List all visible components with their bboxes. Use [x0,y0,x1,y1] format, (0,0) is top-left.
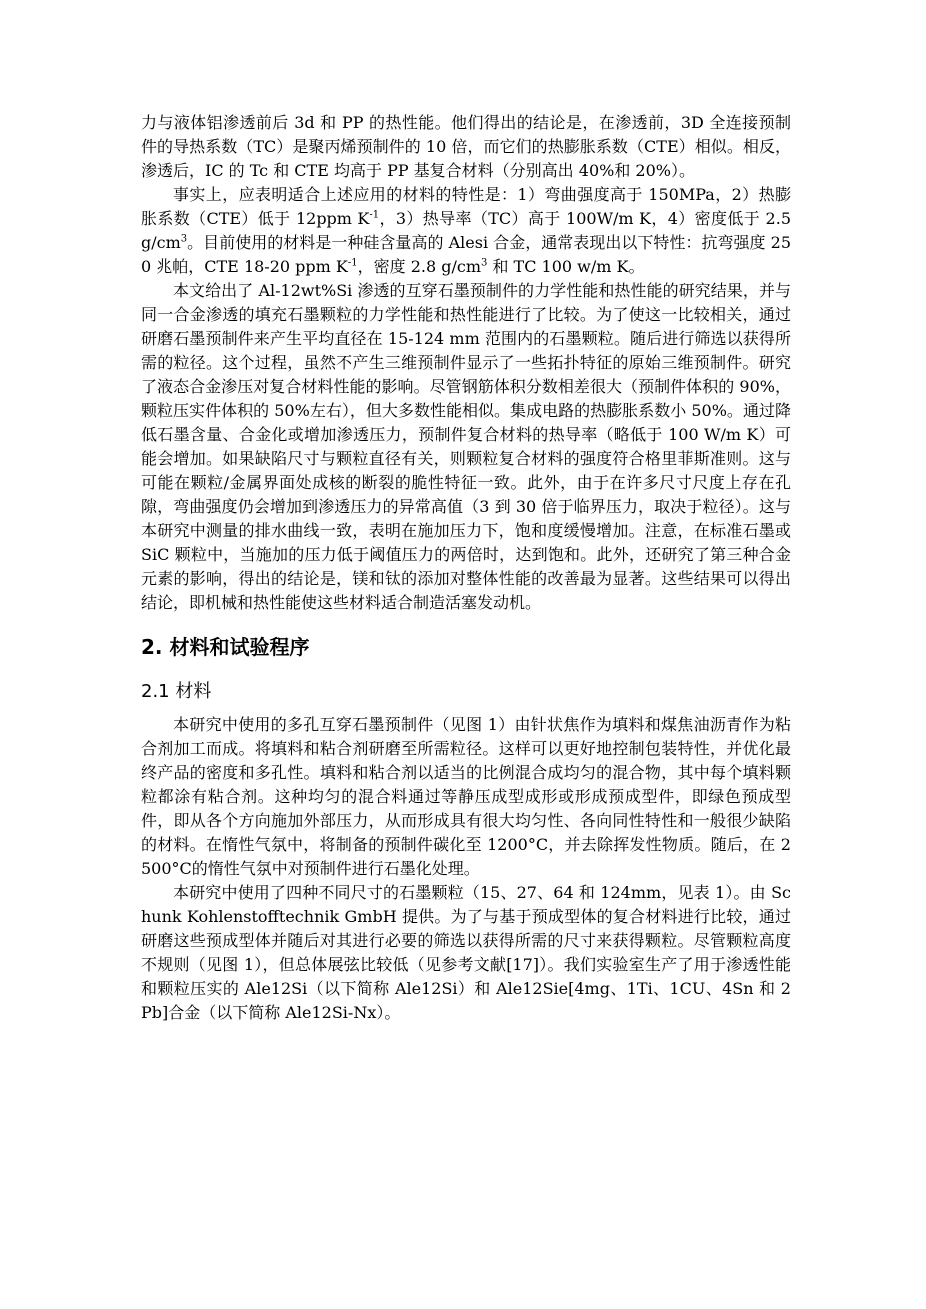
superscript: 3 [180,233,188,245]
text-run: ，3）热导率（TC）高于 100W/m K，4）密度低于 2.5g/cm [141,209,791,252]
section-heading: 2. 材料和试验程序 [141,635,310,659]
text-run: 事实上，应表明适合上述应用的材料的特性是：1）弯曲强度高于 150MPa，2）热膨胀系数（CTE）低于 12ppm K [141,185,791,228]
page-content [141,111,791,1025]
paragraph-particles-alloys: 本研究中使用了四种不同尺寸的石墨颗粒（15、27、64 和 124mm，见表 1）。由 Schunk Kohlenstofftechnik GmbH 提供。为了与基于预成型体的复合材料进行比较，通过研磨这些预成型体并随后对其进行必要的筛选以获得所需的尺寸来获得颗粒。尽管颗粒高度不规则（见图 1），但总体展弦比较低（见参考文献[17]）。我们实验室生产了用于渗透性能和颗粒压实的 Ale12Si（以下简称 Ale12Si）和 Ale12Sie[4mg、1Ti、1CU、4Sn 和 2Pb]合金（以下简称 Ale12Si-Nx）。 [141,883,791,1022]
superscript: -1 [369,209,380,221]
paragraph-preform-materials: 本研究中使用的多孔互穿石墨预制件（见图 1）由针状焦作为填料和煤焦油沥青作为粘合剂加工而成。将填料和粘合剂研磨至所需粒径。这样可以更好地控制包装特性，并优化最终产品的密度和多孔性。填料和粘合剂以适当的比例混合成均匀的混合物，其中每个填料颗粒都涂有粘合剂。这种均匀的混合料通过等静压成型成形或形成预成型件，即绿色预成型件，即从各个方向施加外部压力，从而形成具有很大均匀性、各向同性特性和一般很少缺陷的材料。在惰性气氛中，将制备的预制件碳化至 1200°C，并去除挥发性物质。随后，在 2500°C的惰性气氛中对预制件进行石墨化处理。 [141,715,791,878]
subsection-heading: 2.1 材料 [141,681,212,702]
text-run: ，密度 2.8 g/cm [357,257,481,276]
paragraph-material-requirements [141,183,791,279]
paragraph-intro-continuation: 力与液体铝渗透前后 3d 和 PP 的热性能。他们得出的结论是，在渗透前，3D 全连接预制件的导热系数（TC）是聚丙烯预制件的 10 倍，而它们的热膨胀系数（CTE）相似。相反，渗透后，IC 的 Tc 和 CTE 均高于 PP 基复合材料（分别高出 40%和 20%）。 [141,113,791,180]
superscript: 3 [481,257,488,269]
text-run: 和 TC 100 w/m K。 [487,257,645,276]
superscript: -1 [347,257,358,269]
text-run: 。目前使用的材料是一种硅含量高的 Alesi 合金，通常表现出以下特性：抗弯强度 250 兆帕，CTE 18-20 ppm K [141,233,791,276]
paragraph-study-summary: 本文给出了 Al-12wt%Si 渗透的互穿石墨预制件的力学性能和热性能的研究结果，并与同一合金渗透的填充石墨颗粒的力学性能和热性能进行了比较。为了使这一比较相关，通过研磨石墨预制件来产生平均直径在 15-124 mm 范围内的石墨颗粒。随后进行筛选以获得所需的粒径。这个过程，虽然不产生三维预制件显示了一些拓扑特征的原始三维预制件。研究了液态合金渗压对复合材料性能的影响。尽管钢筋体积分数相差很大（预制件体积的 90%，颗粒压实件体积的 50%左右），但大多数性能相似。集成电路的热膨胀系数小 50%。通过降低石墨含量、合金化或增加渗透压力，预制件复合材料的热导率（略低于 100 W/m K）可能会增加。如果缺陷尺寸与颗粒直径有关，则颗粒复合材料的强度符合格里菲斯准则。这与可能在颗粒/金属界面处成核的断裂的脆性特征一致。此外，由于在许多尺寸尺度上存在孔隙，弯曲强度仍会增加到渗透压力的异常高值（3 到 30 倍于临界压力，取决于粒径）。这与本研究中测量的排水曲线一致，表明在施加压力下，饱和度缓慢增加。注意，在标准石墨或 SiC 颗粒中，当施加的压力低于阈值压力的两倍时，达到饱和。此外，还研究了第三种合金元素的影响，得出的结论是，镁和钛的添加对整体性能的改善最为显著。这些结果可以得出结论，即机械和热性能使这些材料适合制造活塞发动机。 [141,281,791,612]
